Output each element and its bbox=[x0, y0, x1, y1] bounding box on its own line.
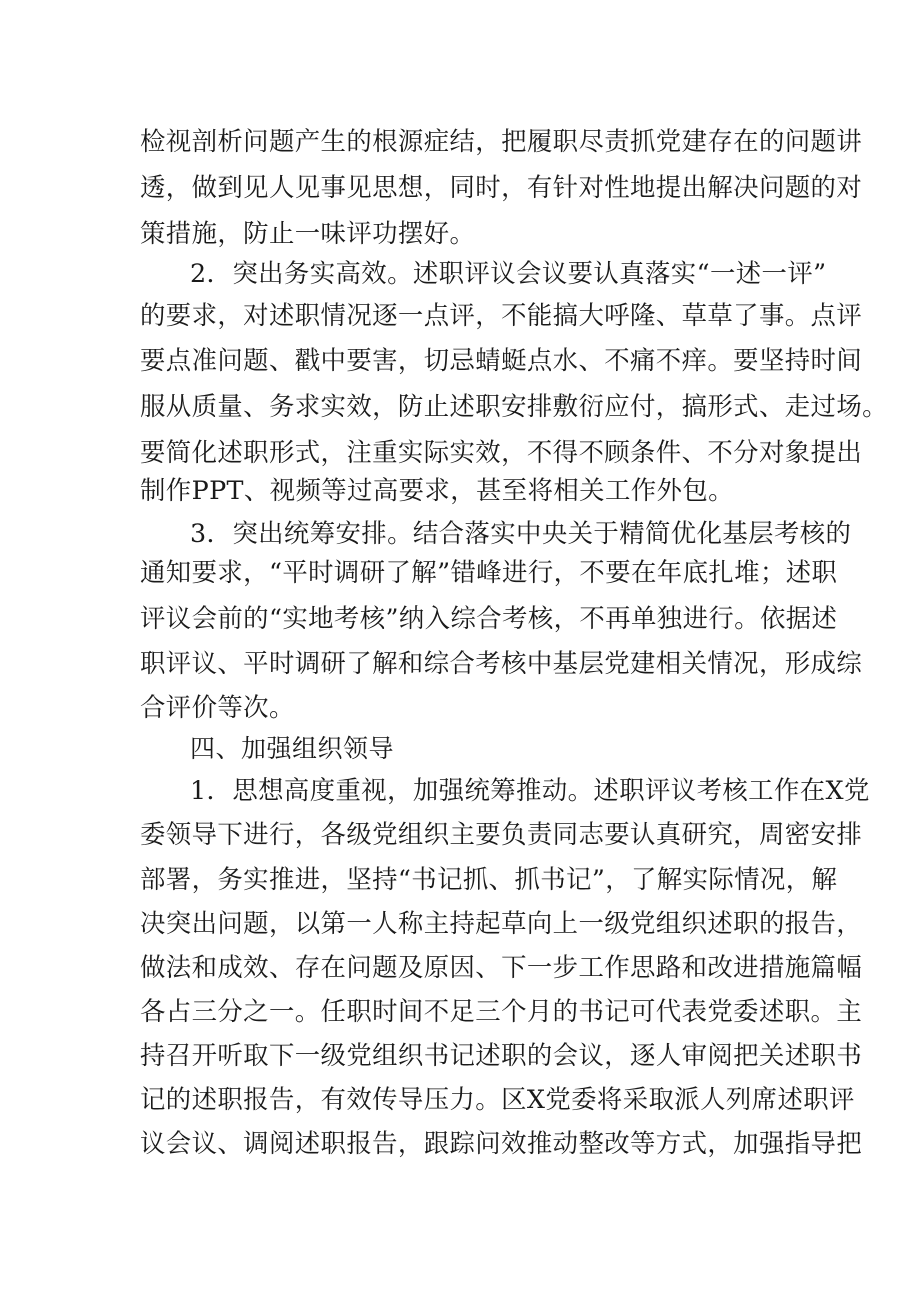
text-line: 职评议、平时调研了解和综合考核中基层党建相关情况，形成综 bbox=[140, 648, 863, 678]
paragraph-4-1-start: 1．思想高度重视，加强统筹推动。述职评议考核工作在X党 bbox=[190, 775, 870, 805]
text-line: 透，做到见人见事见思想，同时，有针对性地提出解决问题的对 bbox=[140, 172, 863, 202]
text-line: 制作PPT、视频等过高要求，甚至将相关工作外包。 bbox=[140, 475, 734, 505]
text-line: 检视剖析问题产生的根源症结，把履职尽责抓党建存在的问题讲 bbox=[140, 126, 863, 156]
text-line: 委领导下进行，各级党组织主要负责同志要认真研究，周密安排 bbox=[140, 819, 863, 849]
text-line: 的要求，对述职情况逐一点评，不能搞大呼隆、草草了事。点评 bbox=[140, 300, 863, 330]
text-line: 各占三分之一。任职时间不足三个月的书记可代表党委述职。主 bbox=[140, 996, 863, 1026]
text-line: 部署，务实推进，坚持“书记抓、抓书记”，了解实际情况，解 bbox=[140, 864, 838, 894]
text-line: 做法和成效、存在问题及原因、下一步工作思路和改进措施篇幅 bbox=[140, 952, 863, 982]
text-line: 策措施，防止一味评功摆好。 bbox=[140, 218, 476, 248]
paragraph-3-start: 3．突出统筹安排。结合落实中央关于精简优化基层考核的 bbox=[190, 518, 852, 548]
text-line: 持召开听取下一级党组织书记述职的会议，逐人审阅把关述职书 bbox=[140, 1040, 863, 1070]
section-heading: 四、加强组织领导 bbox=[190, 734, 395, 763]
paragraph-2-start: 2．突出务实高效。述职评议会议要认真落实“一述一评” bbox=[190, 258, 827, 288]
text-line: 记的述职报告，有效传导压力。区X党委将采取派人列席述职评 bbox=[140, 1084, 855, 1114]
text-line: 决突出问题，以第一人称主持起草向上一级党组织述职的报告， bbox=[140, 908, 863, 938]
text-line: 评议会前的“实地考核”纳入综合考核，不再单独进行。依据述 bbox=[140, 603, 838, 633]
text-line: 议会议、调阅述职报告，跟踪问效推动整改等方式，加强指导把 bbox=[140, 1128, 863, 1158]
text-line: 要点准问题、戳中要害，切忌蜻蜓点水、不痛不痒。要坚持时间 bbox=[140, 345, 863, 375]
text-line: 通知要求，“平时调研了解”错峰进行，不要在年底扎堆；述职 bbox=[140, 557, 838, 587]
text-line: 要简化述职形式，注重实际实效，不得不顾条件、不分对象提出 bbox=[140, 437, 863, 467]
text-line: 服从质量、务求实效，防止述职安排敷衍应付，搞形式、走过场。 bbox=[140, 391, 888, 421]
text-line: 合评价等次。 bbox=[140, 692, 295, 722]
